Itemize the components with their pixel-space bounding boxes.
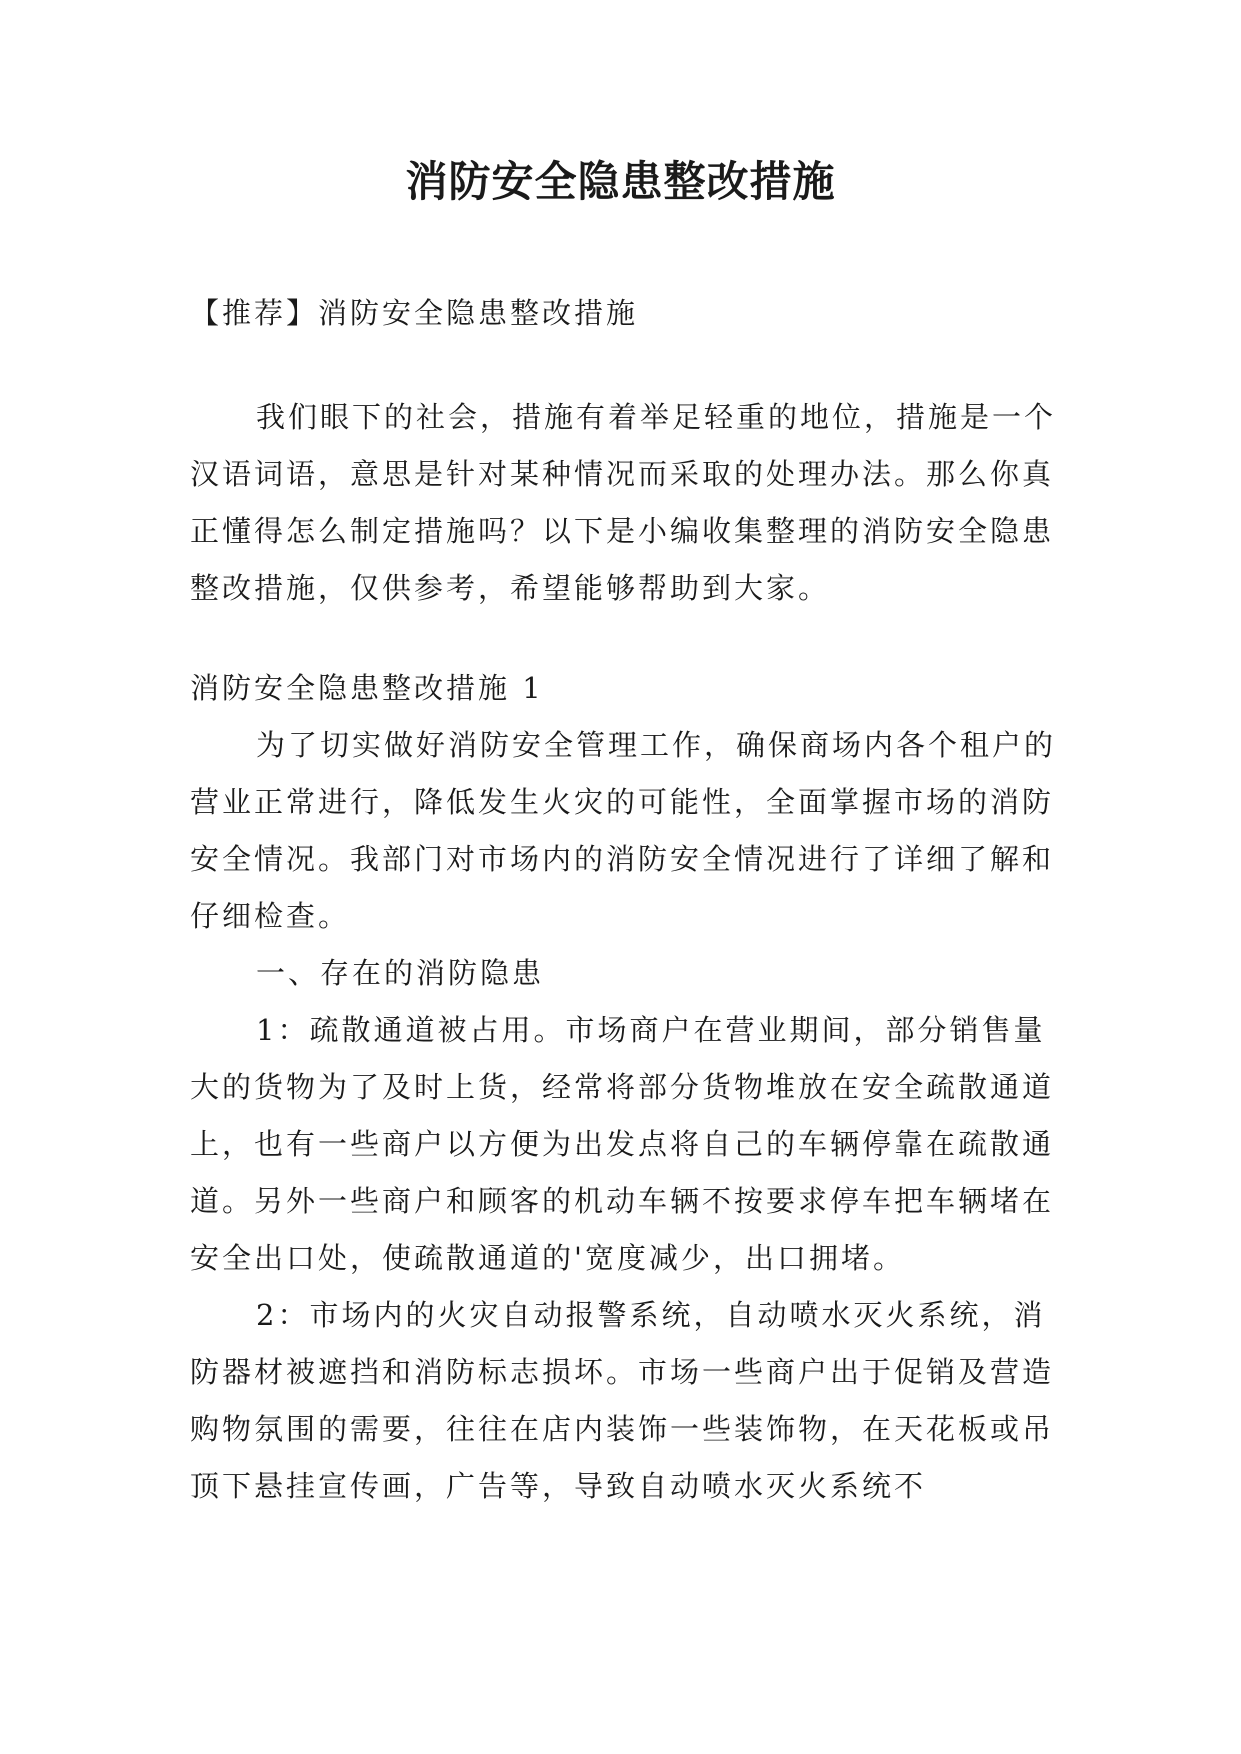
section-heading: 消防安全隐患整改措施 1: [190, 671, 544, 705]
recommend-line: 【推荐】消防安全隐患整改措施: [190, 296, 639, 330]
list-item: 2：市场内的火灾自动报警系统，自动喷水灭火系统，消防器材被遮挡和消防标志损坏。市场一些商户出于促销及营造购物氛围的需要，往往在店内装饰一些装饰物，在天花板或吊顶下悬挂宣传画，广告等，导致自动喷水灭火系统不: [190, 1298, 1055, 1503]
document-body: [190, 285, 1070, 1515]
intro-paragraph: 我们眼下的社会，措施有着举足轻重的地位，措施是一个汉语词语，意思是针对某种情况而采取的处理办法。那么你真正懂得怎么制定措施吗？以下是小编收集整理的消防安全隐患整改措施，仅供参考，希望能够帮助到大家。: [190, 400, 1057, 605]
body-paragraph: 为了切实做好消防安全管理工作，确保商场内各个租户的营业正常进行，降低发生火灾的可能性，全面掌握市场的消防安全情况。我部门对市场内的消防安全情况进行了详细了解和仔细检查。: [190, 728, 1057, 933]
document-title: 消防安全隐患整改措施: [405, 157, 836, 206]
subheading: 一、存在的消防隐患: [256, 956, 545, 990]
list-item: 1：疏散通道被占用。市场商户在营业期间，部分销售量大的货物为了及时上货，经常将部分货物堆放在安全疏散通道上，也有一些商户以方便为出发点将自己的车辆停靠在疏散通道。另外一些商户和顾客的机动车辆不按要求停车把车辆堵在安全出口处，使疏散通道的'宽度减少，出口拥堵。: [190, 1013, 1055, 1275]
